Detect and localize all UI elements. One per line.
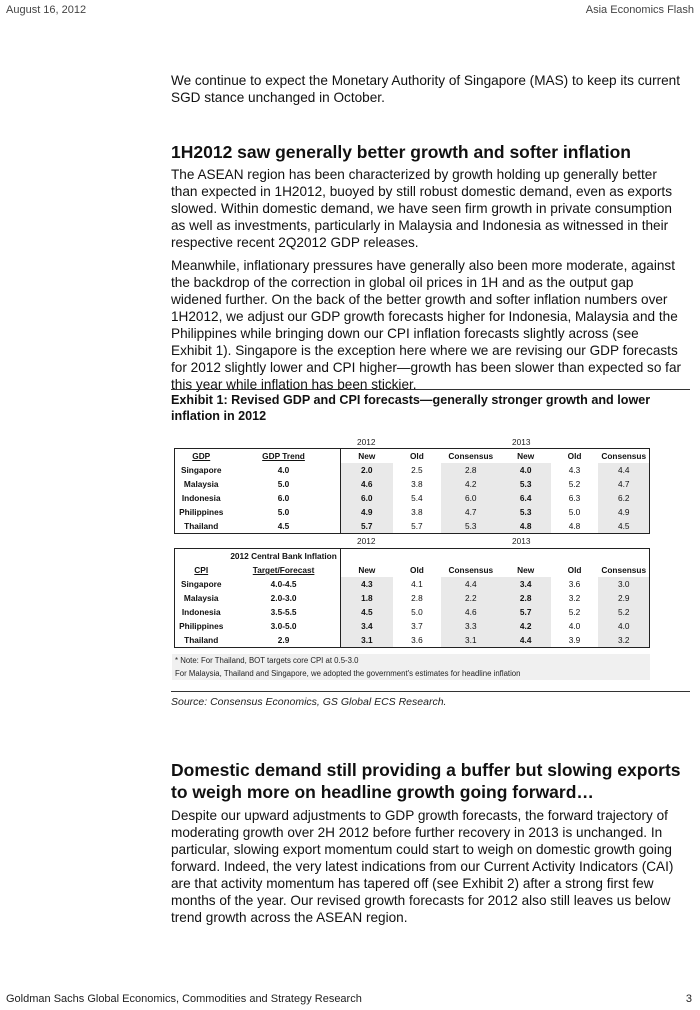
column-header: Old — [409, 451, 424, 461]
country-cell: Singapore — [180, 465, 222, 475]
country-cell: Philippines — [179, 507, 224, 517]
gdp-year-2012: 2012 — [357, 437, 376, 447]
value-cell: 4.4 — [441, 577, 501, 591]
value-cell: 5.2 — [598, 605, 649, 619]
value-cell: 3.4 — [340, 619, 393, 633]
value-cell: 4.5 — [598, 519, 649, 534]
exhibit-top-rule — [171, 389, 690, 390]
value-cell: 6.0 — [277, 493, 290, 503]
column-header: Consensus — [601, 451, 647, 461]
column-header: Old — [567, 565, 582, 575]
exhibit-title: Exhibit 1: Revised GDP and CPI forecasts—generally stronger growth and lower inflation in 2012 — [171, 393, 651, 423]
value-cell: 5.7 — [411, 521, 423, 531]
value-cell: 2.2 — [441, 591, 501, 605]
cpi-year-2012: 2012 — [357, 536, 376, 546]
value-cell: 4.7 — [441, 505, 501, 519]
value-cell: 3.5-5.5 — [270, 607, 297, 617]
value-cell: 3.9 — [568, 635, 581, 645]
value-cell: 4.9 — [598, 505, 649, 519]
column-header: Consensus — [448, 565, 494, 575]
column-header: New — [517, 565, 535, 575]
value-cell: 2.0 — [340, 463, 393, 477]
gdp-year-2013: 2013 — [512, 437, 531, 447]
value-cell: 5.0 — [277, 507, 290, 517]
column-header: Target/Forecast — [252, 565, 315, 575]
value-cell: 3.4 — [501, 577, 551, 591]
exhibit-bottom-rule — [171, 691, 690, 692]
header-publication: Asia Economics Flash — [585, 4, 694, 16]
footer-publisher: Goldman Sachs Global Economics, Commodities and Strategy Research — [6, 993, 362, 1005]
value-cell: 2.8 — [501, 591, 551, 605]
value-cell: 3.6 — [568, 579, 581, 589]
column-header: CPI — [194, 565, 209, 575]
value-cell: 4.4 — [598, 463, 649, 477]
cpi-year-2013: 2013 — [512, 536, 531, 546]
value-cell: 3.6 — [411, 635, 423, 645]
cpi-forecast-table — [174, 548, 650, 648]
value-cell: 4.1 — [411, 579, 423, 589]
table-row — [175, 519, 650, 534]
value-cell: 4.0-4.5 — [270, 579, 297, 589]
value-cell: 5.4 — [411, 493, 423, 503]
value-cell: 4.0 — [501, 463, 551, 477]
column-header: GDP — [192, 451, 211, 461]
value-cell: 5.0 — [411, 607, 423, 617]
table-row — [175, 577, 650, 591]
value-cell: 6.4 — [501, 491, 551, 505]
column-header: Old — [567, 451, 582, 461]
value-cell: 4.0 — [568, 621, 581, 631]
value-cell: 6.0 — [441, 491, 501, 505]
section1-paragraph-2: Meanwhile, inflationary pressures have generally also been more moderate, against the backdrop of the correction in global oil prices in 1H and as the output gap widened further. On the back of the better growth and softer inflation numbers over 1H2012, we adjust our GDP growth forecasts higher for Indonesia, Malaysia and the Philippines while bringing down our CPI inflation forecasts slightly across (see Exhibit 1). Singapore is the exception here where we are revising our GDP forecasts for 2012 slightly lower and CPI higher—growth has been slower than expected so far this year while inflation has been stickier. — [171, 258, 682, 392]
intro-paragraph: We continue to expect the Monetary Authority of Singapore (MAS) to keep its current SGD stance unchanged in October. — [171, 73, 681, 105]
section2-heading: Domestic demand still providing a buffer but slowing exports to weigh more on headline growth going forward… — [171, 760, 681, 802]
country-cell: Thailand — [184, 521, 219, 531]
value-cell: 4.3 — [568, 465, 581, 475]
value-cell: 3.8 — [411, 479, 423, 489]
table-row — [175, 605, 650, 619]
value-cell: 4.7 — [598, 477, 649, 491]
value-cell: 6.0 — [340, 491, 393, 505]
value-cell: 4.2 — [441, 477, 501, 491]
value-cell: 3.2 — [568, 593, 581, 603]
value-cell: 4.6 — [441, 605, 501, 619]
value-cell: 6.2 — [598, 491, 649, 505]
column-header: Consensus — [448, 451, 494, 461]
country-cell: Indonesia — [181, 607, 221, 617]
value-cell: 3.1 — [441, 633, 501, 648]
table-subheader-row — [175, 549, 650, 564]
table-row — [175, 463, 650, 477]
gdp-forecast-table — [174, 448, 650, 534]
column-header: Old — [410, 565, 424, 575]
target-header-line1: 2012 Central Bank Inflation — [230, 551, 337, 561]
value-cell: 5.3 — [501, 505, 551, 519]
value-cell: 2.0-3.0 — [270, 593, 297, 603]
value-cell: 1.8 — [340, 591, 393, 605]
value-cell: 4.8 — [501, 519, 551, 534]
note-headline-inflation: For Malaysia, Thailand and Singapore, we adopted the government's estimates for headline inflation — [175, 669, 521, 678]
value-cell: 3.0 — [598, 577, 649, 591]
value-cell: 5.7 — [501, 605, 551, 619]
table-row — [175, 591, 650, 605]
value-cell: 2.8 — [441, 463, 501, 477]
value-cell: 5.2 — [568, 479, 581, 489]
value-cell: 5.2 — [568, 607, 581, 617]
value-cell: 3.3 — [441, 619, 501, 633]
value-cell: 5.3 — [501, 477, 551, 491]
section1-paragraph-1: The ASEAN region has been characterized by growth holding up generally better than expected in 1H2012, buoyed by still robust domestic demand, even as exports slowed. Within domestic demand, we have seen firm growth in private consumption as well as investments, particularly in Malaysia and Indonesia as witnessed in their respective recent 2Q2012 GDP releases. — [171, 167, 673, 250]
column-header: New — [340, 449, 393, 464]
column-header: New — [517, 451, 535, 461]
table-row — [175, 505, 650, 519]
country-cell: Indonesia — [181, 493, 221, 503]
value-cell: 3.7 — [411, 621, 423, 631]
value-cell: 5.3 — [441, 519, 501, 534]
value-cell: 5.0 — [568, 507, 581, 517]
value-cell: 4.4 — [501, 633, 551, 648]
footer-page-number: 3 — [685, 993, 692, 1005]
country-cell: Malaysia — [183, 479, 219, 489]
value-cell: 3.2 — [598, 633, 649, 648]
value-cell: 3.8 — [411, 507, 423, 517]
value-cell: 2.9 — [277, 635, 290, 645]
value-cell: 5.7 — [340, 519, 393, 534]
table-row — [175, 477, 650, 491]
value-cell: 2.8 — [411, 593, 423, 603]
table-header-row — [175, 449, 650, 464]
country-cell: Thailand — [184, 635, 219, 645]
value-cell: 4.6 — [340, 477, 393, 491]
value-cell: 2.5 — [411, 465, 423, 475]
country-cell: Malaysia — [183, 593, 219, 603]
table-header-row — [175, 563, 650, 577]
country-cell: Singapore — [180, 579, 222, 589]
column-header: GDP Trend — [262, 451, 305, 461]
table-row — [175, 491, 650, 505]
value-cell: 4.3 — [340, 577, 393, 591]
value-cell: 3.1 — [340, 633, 393, 648]
exhibit-source: Source: Consensus Economics, GS Global ECS Research. — [171, 696, 447, 708]
value-cell: 2.9 — [598, 591, 649, 605]
section2-paragraph-1: Despite our upward adjustments to GDP growth forecasts, the forward trajectory of moderating growth over 2H 2012 before further recovery in 2013 is unchanged. In particular, slowing export momentum could start to weigh on domestic growth going forward. Indeed, the very latest indications from our Current Activity Indicators (CAI) are that activity momentum has tapered off (see Exhibit 2) after a strong first few months of the year. Our revised growth forecasts for 2012 also still leaves us below trend growth across the ASEAN region. — [171, 808, 674, 925]
country-cell: Philippines — [179, 621, 224, 631]
value-cell: 4.8 — [568, 521, 581, 531]
value-cell: 5.0 — [277, 479, 290, 489]
note-thailand: * Note: For Thailand, BOT targets core CPI at 0.5-3.0 — [175, 656, 359, 665]
value-cell: 3.0-5.0 — [270, 621, 297, 631]
value-cell: 4.2 — [501, 619, 551, 633]
section1 — [171, 141, 683, 393]
table-row — [175, 619, 650, 633]
section2 — [171, 759, 683, 926]
value-cell: 4.5 — [340, 605, 393, 619]
value-cell: 4.0 — [598, 619, 649, 633]
value-cell: 6.3 — [568, 493, 581, 503]
exhibit-notes — [172, 654, 650, 680]
value-cell: 4.0 — [277, 465, 290, 475]
value-cell: 4.5 — [277, 521, 290, 531]
table-row — [175, 633, 650, 648]
header-date: August 16, 2012 — [6, 4, 87, 16]
section1-heading: 1H2012 saw generally better growth and softer inflation — [171, 142, 631, 162]
column-header: Consensus — [601, 565, 647, 575]
value-cell: 4.9 — [340, 505, 393, 519]
column-header: New — [340, 563, 393, 577]
